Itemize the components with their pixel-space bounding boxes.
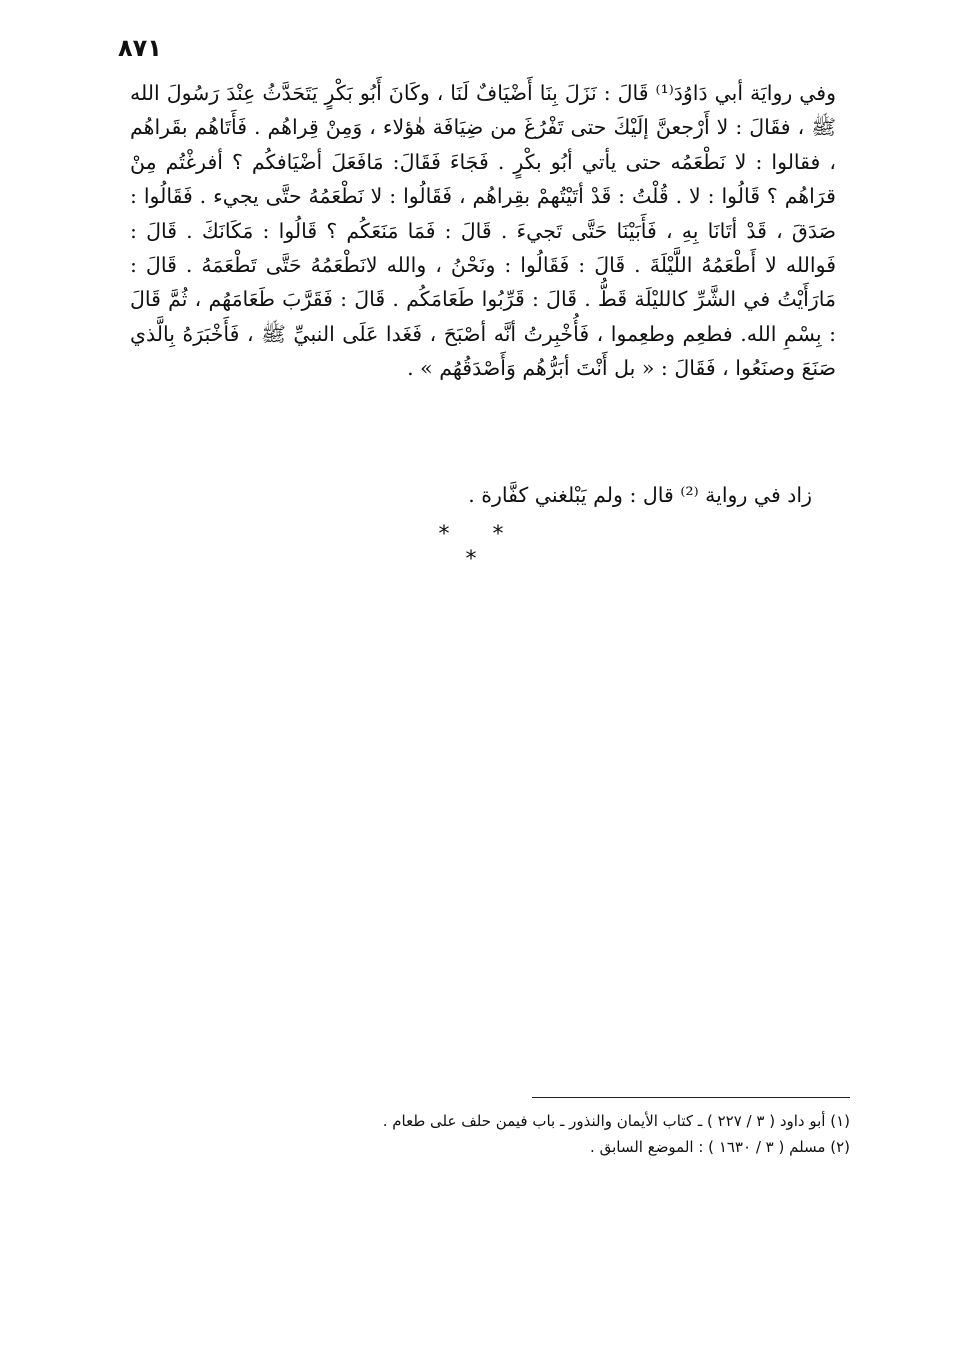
footnotes	[340, 1108, 850, 1160]
addendum-block	[130, 478, 836, 512]
main-text-block	[130, 76, 836, 386]
footnote-divider	[532, 1097, 850, 1098]
footnote-2: (٢) مسلم ( ٣ / ١٦٣٠ ) : الموضع السابق .	[590, 1138, 850, 1156]
addendum-text: زاد في رواية ⁽²⁾ قال : ولم يَبْلغني كفَّارة .	[468, 483, 812, 507]
page-number: ٨٧١	[118, 34, 162, 62]
footnote-1: (١) أبو داود ( ٣ / ٢٢٧ ) ـ كتاب الأيمان والنذور ـ باب فيمن حلف على طعام .	[382, 1112, 850, 1130]
hadith-paragraph: وفي روايَة أبي دَاوُدَ⁽¹⁾ قَالَ : نَزَلَ بِنَا أَضْيَافٌ لَنَا ، وكَانَ أَبُو بَكْرٍ يَتَحَدَّثُ عِنْدَ رَسُولَ الله ﷺ ، فقَالَ : لا أَرْجعنَّ إلَيْكَ حتى تَفْرُغَ من ضِيَافَة هٰؤلاء ، وَمِنْ قِراهُم . فَأَتَاهُم بقَراهُم ، فقالوا : لا نَطْعَمُه حتى يأتي أبُو بكْرٍ . فَجَاءَ فَقَالَ: مَافَعَلَ أضْيَافكُم ؟ أفرغْتُم مِنْ قرَاهُم ؟ قَالُوا : لا . قُلْتُ : قَدْ أتَيْتُهمْ بقِراهُم ، فَقَالُوا : لا نَطْعَمُهُ حتَّى يجيء . فَقَالُوا : صَدَقَ ، قَدْ أتَانَا بِهِ ، فَأَبَيْنَا حَتَّى تَجيءَ . قَالَ : فَمَا مَنَعَكُم ؟ قَالُوا : مَكَانَكَ . قَالَ : فَوالله لا أَطْعَمُهُ اللَّيْلَةَ . قَالَ : فَقَالُوا : ونَحْنُ ، والله لانَطْعَمُهُ حَتَّى تَطْعَمَهُ . قَالَ : مَارَأَيْتُ في الشَّرِّ كالليْلَة قَطُّ . قَالَ : قَرِّبُوا طَعَامَكُم . قَالَ : فَقَرَّبَ طَعَامَهُم ، ثُمَّ قَالَ : بِسْمِ الله. فطعِم وطعِموا ، فَأُخْبِرتُ أنَّه أصْبَحَ ، فَغَدا عَلَى النبيِّ ﷺ ، فَأَخْبَرَهُ بِالَّذي صَنَعَ وصنَعُوا ، فَقَالَ : « بل أَنْتَ أبَرُّهُم وَأَصْدَقُهُم » .	[130, 81, 836, 381]
section-separator: * * *	[438, 522, 522, 572]
